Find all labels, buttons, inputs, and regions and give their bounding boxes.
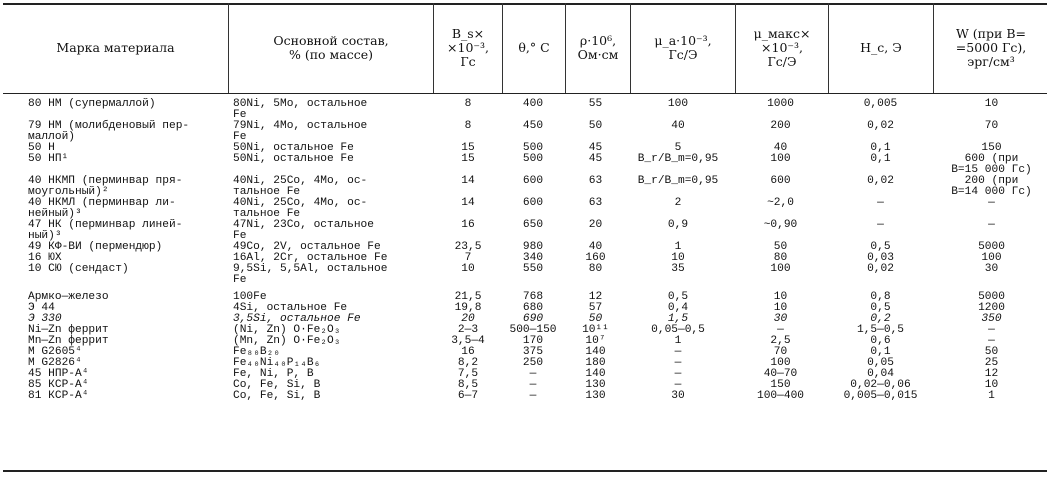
- cell-line: 140: [585, 368, 606, 380]
- cell-line: 8: [464, 120, 472, 132]
- cell-line: 100: [770, 153, 791, 165]
- cell-line: 170: [522, 335, 544, 347]
- cell-line: 20: [461, 313, 475, 325]
- cell-line: 19,8: [454, 302, 482, 314]
- cell-line: 4Si, остальное Fe: [233, 302, 348, 314]
- cell-line: —: [674, 346, 682, 358]
- table-row: [28, 121, 1050, 143]
- cell-line: 50 НП¹: [28, 153, 69, 165]
- table-cell: [828, 121, 933, 143]
- cell-line: 180: [585, 357, 606, 369]
- cell-line: 16: [461, 219, 475, 231]
- cell-line: B_r/B_m=0,95: [637, 153, 719, 165]
- cell-line: 0,1: [870, 346, 891, 358]
- cell-line: 600 (при: [964, 153, 1019, 165]
- cell-line: Армко—железо: [28, 291, 109, 303]
- cell-line: 2: [674, 197, 682, 209]
- table-cell: [233, 264, 438, 286]
- cell-line: B=14 000 Гс): [951, 186, 1032, 198]
- table-cell: [828, 198, 933, 220]
- cell-line: 500: [522, 142, 544, 154]
- cell-line: 0,005—0,015: [843, 390, 918, 402]
- cell-line: 16: [461, 346, 475, 358]
- cell-line: 650: [522, 219, 544, 231]
- cell-line: 45: [588, 142, 603, 154]
- cell-line: —: [529, 368, 537, 380]
- table-cell: [28, 391, 233, 402]
- cell-line: 0,1: [870, 142, 891, 154]
- cell-line: —: [529, 379, 537, 391]
- table-cell: [498, 391, 568, 402]
- cell-line: 10: [984, 379, 999, 391]
- table-cell: [498, 99, 568, 121]
- cell-line: 0,04: [867, 368, 894, 380]
- cell-line: Fe: [233, 109, 247, 121]
- cell-line: 600: [522, 197, 544, 209]
- col-header-hc: H_c, Э: [860, 40, 902, 55]
- table-row: [28, 391, 1050, 402]
- cell-line: 80 НМ (супермаллой): [28, 98, 156, 110]
- table-row: [28, 286, 1050, 303]
- col-header-composition: Основной состав, % (по массе): [273, 33, 389, 62]
- cell-line: 10¹¹: [582, 324, 609, 336]
- cell-line: 100Fe: [233, 291, 267, 303]
- table-cell: [498, 121, 568, 143]
- col-header-w: W (при B= =5000 Гс), эрг/см³: [955, 26, 1027, 69]
- cell-line: 7,5: [457, 368, 479, 380]
- table-cell: [28, 264, 233, 286]
- header-rule: [3, 93, 1047, 94]
- cell-line: Fe, Ni, P, B: [233, 368, 314, 380]
- cell-line: 20: [588, 219, 603, 231]
- cell-line: M G2605⁴: [28, 346, 82, 358]
- cell-line: 500: [522, 153, 544, 165]
- table-cell: [498, 154, 568, 176]
- cell-line: 14: [461, 197, 475, 209]
- cell-line: 600: [522, 175, 544, 187]
- cell-line: 150: [981, 142, 1002, 154]
- cell-line: 57: [588, 302, 603, 314]
- cell-line: 0,1: [870, 153, 891, 165]
- cell-line: Fe₄₀Ni₄₀P₁₄B₆: [233, 357, 321, 369]
- cell-line: 0,5: [870, 302, 891, 314]
- cell-line: —: [529, 390, 537, 402]
- table-row: [28, 198, 1050, 220]
- col-header-mu-max: μ_макс× ×10⁻³, Гс/Э: [753, 26, 811, 69]
- cell-line: 5000: [978, 291, 1005, 303]
- cell-line: 55: [588, 98, 603, 110]
- cell-line: 15: [461, 153, 475, 165]
- cell-line: 400: [522, 98, 544, 110]
- col-header-rho: ρ·10⁶, Ом·см: [577, 33, 619, 62]
- cell-line: 0,02: [867, 175, 894, 187]
- cell-line: 350: [981, 313, 1002, 325]
- table-cell: [828, 154, 933, 176]
- cell-line: 1,5: [667, 313, 689, 325]
- cell-line: 500—150: [509, 324, 557, 336]
- table-cell: [828, 391, 933, 402]
- cell-line: —: [988, 324, 995, 336]
- cell-line: 100: [770, 263, 791, 275]
- table-cell: [28, 154, 233, 176]
- table-cell: [568, 220, 623, 242]
- col-header-mu-a: μ_a·10⁻³, Гс/Э: [654, 33, 712, 62]
- table-cell: [438, 286, 498, 303]
- cell-line: 0,02—0,06: [850, 379, 911, 391]
- col-header-grade: Марка материала: [56, 40, 175, 55]
- cell-line: 40Ni, 25Co, 4Mo, ос-: [233, 175, 368, 187]
- cell-line: Fe: [233, 274, 247, 286]
- table-cell: [438, 99, 498, 121]
- cell-line: ный)³: [28, 230, 62, 242]
- cell-line: 9,5Si, 5,5Al, остальное: [233, 263, 388, 275]
- cell-line: Fe₈₀B₂₀: [233, 346, 280, 358]
- table-cell: [233, 154, 438, 176]
- cell-line: 45 НПР-А⁴: [28, 368, 89, 380]
- table-cell: [733, 264, 828, 286]
- table-cell: [568, 99, 623, 121]
- cell-line: 40: [773, 142, 788, 154]
- cell-line: 40—70: [763, 368, 798, 380]
- table-cell: [233, 121, 438, 143]
- table-cell: [498, 220, 568, 242]
- table-cell: [438, 264, 498, 286]
- cell-line: 680: [522, 302, 544, 314]
- table-cell: [933, 154, 1050, 176]
- cell-line: моугольный)²: [28, 186, 109, 198]
- cell-line: 7: [464, 252, 472, 264]
- table-cell: [438, 176, 498, 198]
- cell-line: 0,5: [870, 241, 891, 253]
- table-cell: [933, 220, 1050, 242]
- cell-line: B_r/B_m=0,95: [637, 175, 719, 187]
- table-cell: [733, 176, 828, 198]
- cell-line: ~2,0: [767, 197, 794, 209]
- cell-line: 50: [588, 313, 603, 325]
- cell-line: тальное Fe: [233, 208, 301, 220]
- table-row: [28, 264, 1050, 286]
- cell-line: 14: [461, 175, 475, 187]
- cell-line: Co, Fe, Si, B: [233, 390, 321, 402]
- cell-line: 85 КСР-А⁴: [28, 379, 89, 391]
- cell-line: 0,9: [667, 219, 689, 231]
- table-row: [28, 176, 1050, 198]
- cell-line: Fe: [233, 131, 247, 143]
- cell-line: 16 ЮХ: [28, 252, 62, 264]
- cell-line: Fe: [233, 230, 247, 242]
- cell-line: 10: [461, 263, 475, 275]
- table-cell: [933, 176, 1050, 198]
- cell-line: 10: [671, 252, 685, 264]
- cell-line: маллой): [28, 131, 75, 143]
- cell-line: 2—3: [457, 324, 479, 336]
- cell-line: —: [674, 379, 682, 391]
- table-cell: [623, 121, 733, 143]
- table-body: [28, 99, 1050, 402]
- cell-line: 160: [585, 252, 606, 264]
- table-cell: [568, 391, 623, 402]
- table-cell: [498, 264, 568, 286]
- table-cell: [933, 121, 1050, 143]
- table-cell: [568, 264, 623, 286]
- cell-line: 49Co, 2V, остальное Fe: [233, 241, 381, 253]
- cell-line: 600: [770, 175, 791, 187]
- cell-line: 40: [588, 241, 603, 253]
- cell-line: 340: [522, 252, 544, 264]
- cell-line: —: [777, 324, 784, 336]
- table-cell: [438, 198, 498, 220]
- cell-line: 0,02: [867, 120, 894, 132]
- cell-line: 40Ni, 25Co, 4Mo, ос-: [233, 197, 368, 209]
- cell-line: 45: [588, 153, 603, 165]
- cell-line: 5000: [978, 241, 1005, 253]
- table-cell: [438, 220, 498, 242]
- cell-line: 0,4: [667, 302, 689, 314]
- table-cell: [733, 286, 828, 303]
- cell-line: ~0,90: [763, 219, 798, 231]
- cell-line: —: [988, 197, 995, 209]
- cell-line: 550: [522, 263, 544, 275]
- table-cell: [733, 154, 828, 176]
- col-header-theta: θ,° C: [518, 40, 550, 55]
- table-cell: [933, 198, 1050, 220]
- cell-line: 80: [773, 252, 788, 264]
- table-cell: [568, 121, 623, 143]
- cell-line: 450: [522, 120, 544, 132]
- cell-line: 10⁷: [585, 335, 606, 347]
- table-cell: [28, 286, 233, 303]
- cell-line: —: [877, 219, 884, 231]
- cell-line: 50 Н: [28, 142, 55, 154]
- cell-line: 200 (при: [964, 175, 1019, 187]
- cell-line: 40 НКМП (перминвар пря-: [28, 175, 183, 187]
- cell-line: 50Ni, остальное Fe: [233, 153, 354, 165]
- cell-line: тальное Fe: [233, 186, 301, 198]
- cell-line: —: [877, 197, 884, 209]
- col-header-bs: B_s× ×10⁻³, Гс: [447, 26, 489, 69]
- table-cell: [733, 220, 828, 242]
- table-cell: [438, 121, 498, 143]
- table-cell: [233, 176, 438, 198]
- cell-line: —: [988, 335, 995, 347]
- cell-line: Co, Fe, Si, B: [233, 379, 321, 391]
- cell-line: —: [674, 357, 682, 369]
- cell-line: 80Ni, 5Mo, остальное: [233, 98, 368, 110]
- cell-line: 0,6: [870, 335, 891, 347]
- cell-line: 1,5—0,5: [857, 324, 904, 336]
- table-cell: [623, 220, 733, 242]
- table-cell: [233, 198, 438, 220]
- cell-line: 0,05—0,5: [651, 324, 705, 336]
- table-cell: [933, 264, 1050, 286]
- table-cell: [623, 264, 733, 286]
- cell-line: 35: [671, 263, 685, 275]
- cell-line: 49 КФ-ВИ (пермендюр): [28, 241, 163, 253]
- cell-line: 130: [585, 390, 606, 402]
- cell-line: 8,2: [457, 357, 479, 369]
- cell-line: 8: [464, 98, 472, 110]
- cell-line: 130: [585, 379, 606, 391]
- cell-line: 47 НК (перминвар линей-: [28, 219, 183, 231]
- cell-line: B=15 000 Гс): [951, 164, 1032, 176]
- table-cell: [568, 198, 623, 220]
- table-cell: [233, 286, 438, 303]
- cell-line: 0,03: [867, 252, 894, 264]
- cell-line: 250: [522, 357, 544, 369]
- cell-line: 21,5: [454, 291, 482, 303]
- cell-line: 0,005: [863, 98, 898, 110]
- cell-line: 150: [770, 379, 791, 391]
- cell-line: (Ni, Zn) O·Fe₂O₃: [233, 324, 341, 336]
- cell-line: —: [988, 219, 995, 231]
- cell-line: 0,5: [667, 291, 689, 303]
- cell-line: 30: [671, 390, 685, 402]
- cell-line: 10: [773, 291, 788, 303]
- cell-line: 16Al, 2Cr, остальное Fe: [233, 252, 388, 264]
- table-cell: [623, 286, 733, 303]
- cell-line: 81 КСР-А⁴: [28, 390, 89, 402]
- table-cell: [28, 198, 233, 220]
- cell-line: 30: [984, 263, 999, 275]
- cell-line: 140: [585, 346, 606, 358]
- table-cell: [568, 154, 623, 176]
- cell-line: 100—400: [757, 390, 804, 402]
- cell-line: 6—7: [457, 390, 479, 402]
- table-cell: [623, 198, 733, 220]
- cell-line: M G2826⁴: [28, 357, 82, 369]
- table-cell: [623, 176, 733, 198]
- table-cell: [828, 264, 933, 286]
- table-cell: [233, 99, 438, 121]
- table-cell: [498, 286, 568, 303]
- cell-line: —: [674, 368, 682, 380]
- cell-line: Э 330: [28, 313, 62, 325]
- table-cell: [828, 99, 933, 121]
- table-cell: [733, 121, 828, 143]
- table-cell: [733, 198, 828, 220]
- cell-line: 63: [588, 175, 603, 187]
- table-cell: [498, 198, 568, 220]
- cell-line: 1200: [978, 302, 1005, 314]
- cell-line: Mn—Zn феррит: [28, 335, 109, 347]
- table-cell: [28, 121, 233, 143]
- cell-line: 10: [984, 98, 999, 110]
- cell-line: 100: [667, 98, 689, 110]
- table-cell: [438, 154, 498, 176]
- table-cell: [623, 391, 733, 402]
- table-row: [28, 220, 1050, 242]
- table-cell: [568, 286, 623, 303]
- cell-line: 3,5Si, остальное Fe: [233, 313, 361, 325]
- cell-line: 50Ni, остальное Fe: [233, 142, 354, 154]
- table-cell: [233, 220, 438, 242]
- cell-line: 12: [984, 368, 999, 380]
- cell-line: 0,05: [867, 357, 894, 369]
- cell-line: 12: [588, 291, 603, 303]
- cell-line: 5: [674, 142, 682, 154]
- cell-line: 63: [588, 197, 603, 209]
- cell-line: 15: [461, 142, 475, 154]
- cell-line: 25: [984, 357, 999, 369]
- cell-line: 0,02: [867, 263, 894, 275]
- cell-line: 1: [988, 390, 995, 402]
- table-cell: [933, 286, 1050, 303]
- table-row: [28, 358, 1050, 369]
- table-cell: [733, 99, 828, 121]
- cell-line: 0,2: [870, 313, 891, 325]
- table-cell: [28, 176, 233, 198]
- cell-line: 1000: [767, 98, 794, 110]
- cell-line: 690: [522, 313, 544, 325]
- cell-line: 47Ni, 23Co, остальное: [233, 219, 374, 231]
- cell-line: Э 44: [28, 302, 55, 314]
- cell-line: 50: [773, 241, 788, 253]
- table-cell: [568, 176, 623, 198]
- table-cell: [733, 391, 828, 402]
- bottom-rule: [3, 470, 1047, 472]
- cell-line: Ni—Zn феррит: [28, 324, 109, 336]
- cell-line: 79 НМ (молибденовый пер-: [28, 120, 190, 132]
- cell-line: 50: [984, 346, 999, 358]
- cell-line: 70: [984, 120, 999, 132]
- table-cell: [828, 220, 933, 242]
- table-cell: [933, 391, 1050, 402]
- cell-line: 980: [522, 241, 544, 253]
- cell-line: 3,5—4: [451, 335, 485, 347]
- cell-line: 80: [588, 263, 603, 275]
- cell-line: 375: [522, 346, 544, 358]
- cell-line: 10: [773, 302, 788, 314]
- cell-line: 50: [588, 120, 603, 132]
- cell-line: 1: [674, 241, 682, 253]
- cell-line: 100: [770, 357, 791, 369]
- cell-line: 70: [773, 346, 788, 358]
- cell-line: 8,5: [457, 379, 479, 391]
- cell-line: 2,5: [770, 335, 791, 347]
- cell-line: 40: [671, 120, 685, 132]
- cell-line: 30: [773, 313, 788, 325]
- cell-line: 0,8: [870, 291, 891, 303]
- table-cell: [828, 286, 933, 303]
- cell-line: 10 СЮ (сендаст): [28, 263, 129, 275]
- cell-line: 23,5: [454, 241, 482, 253]
- table-cell: [438, 391, 498, 402]
- table-row: [28, 154, 1050, 176]
- cell-line: 1: [674, 335, 682, 347]
- table-row: [28, 99, 1050, 121]
- cell-line: 79Ni, 4Mo, остальное: [233, 120, 368, 132]
- table-cell: [498, 176, 568, 198]
- table-cell: [28, 220, 233, 242]
- cell-line: 100: [981, 252, 1002, 264]
- data-table: [28, 99, 1050, 402]
- cell-line: нейный)³: [28, 208, 82, 220]
- table-cell: [28, 99, 233, 121]
- cell-line: 200: [770, 120, 791, 132]
- table-cell: [233, 391, 438, 402]
- table-cell: [828, 176, 933, 198]
- cell-line: (Mn, Zn) O·Fe₂O₃: [233, 335, 341, 347]
- cell-line: 768: [522, 291, 544, 303]
- table-cell: [933, 99, 1050, 121]
- table-cell: [623, 99, 733, 121]
- cell-line: 40 НКМЛ (перминвар ли-: [28, 197, 176, 209]
- table-cell: [623, 154, 733, 176]
